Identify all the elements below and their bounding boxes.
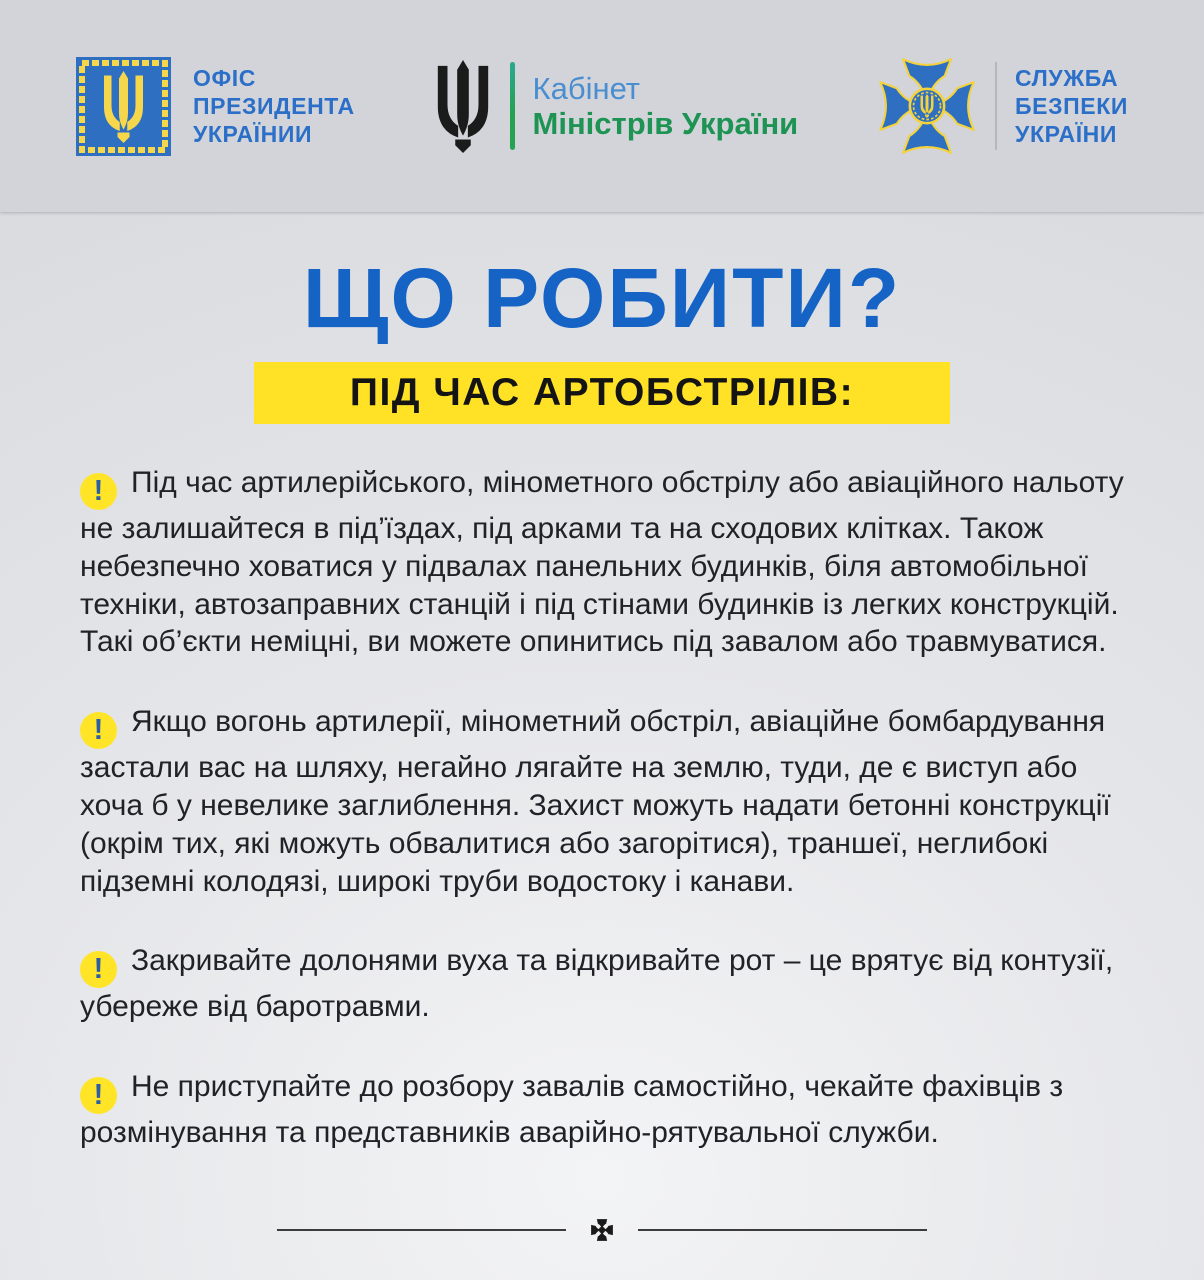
logo-cabinet-of-ministers bbox=[432, 60, 799, 153]
subtitle-banner: ПІД ЧАС АРТОБСТРІЛІВ: bbox=[254, 362, 950, 424]
bullet-item-1 bbox=[80, 464, 1126, 661]
warning-icon: ! bbox=[80, 473, 117, 510]
bullet-text-4: Не приступайте до розбору завалів самостійно, чекайте фахівців з розмінування та представників аварійно-рятувальної служби. bbox=[80, 1070, 1064, 1150]
warning-icon: ! bbox=[80, 951, 117, 988]
bullet-item-4 bbox=[80, 1068, 1126, 1152]
bullet-list bbox=[80, 464, 1126, 1152]
footer-divider bbox=[0, 1214, 1204, 1246]
divider-line-right bbox=[638, 1229, 927, 1231]
divider-line-left bbox=[277, 1229, 566, 1231]
presidential-emblem-icon bbox=[76, 57, 171, 156]
logo-cabinet-text bbox=[533, 71, 799, 141]
cabinet-divider bbox=[510, 62, 515, 150]
president-line-2: ПРЕЗИДЕНТА bbox=[193, 93, 355, 119]
president-line-1: ОФІС bbox=[193, 65, 256, 91]
warning-icon: ! bbox=[80, 1077, 117, 1114]
logo-sbu-text bbox=[1015, 64, 1128, 148]
bullet-text-3: Закривайте долонями вуха та відкривайте рот – це врятує від контузії, убереже від баротравми. bbox=[80, 944, 1114, 1024]
trident-icon bbox=[432, 60, 494, 153]
cross-pattee-icon bbox=[586, 1214, 618, 1246]
subtitle-banner-wrap bbox=[0, 362, 1204, 424]
header bbox=[0, 0, 1204, 212]
sbu-divider bbox=[995, 62, 997, 150]
logo-office-of-president bbox=[76, 57, 355, 156]
bullet-item-2 bbox=[80, 703, 1126, 900]
warning-icon: ! bbox=[80, 712, 117, 749]
sbu-line-1: СЛУЖБА bbox=[1015, 65, 1119, 91]
page-title: ЩО РОБИТИ? bbox=[302, 251, 902, 345]
sbu-line-2: БЕЗПЕКИ bbox=[1015, 93, 1128, 119]
bullet-text-1: Під час артилерійського, мінометного обстрілу або авіаційного нальоту не залишайтеся в під’їздах, під арками та на сходових клітках. Також небезпечно ховатися у підвалах панельних будинків, біля автомобільної техніки, автозаправних станцій і під стінами будинків із легких конструкцій. Такі об’єкти неміцні, ви можете опинитись під завалом або травмуватися. bbox=[80, 466, 1124, 659]
cabinet-line-2: Міністрів України bbox=[532, 106, 799, 141]
logo-office-of-president-text bbox=[193, 64, 355, 148]
president-line-3: УКРАЇНИИ bbox=[193, 121, 313, 147]
sbu-emblem-icon bbox=[875, 54, 979, 158]
bullet-text-2: Якщо вогонь артилерії, мінометний обстріл, авіаційне бомбардування застали вас на шляху, негайно лягайте на землю, туди, де є виступ або хоча б у невелике заглиблення. Захист можуть надати бетонні конструкції (окрім тих, які можуть обвалитися або загорітися), траншеї, неглибокі підземні колодязі, широкі труби водостоку і канави. bbox=[80, 705, 1111, 898]
logo-security-service bbox=[875, 54, 1128, 158]
sbu-line-3: УКРАЇНИ bbox=[1015, 121, 1118, 147]
bullet-item-3 bbox=[80, 942, 1126, 1026]
cabinet-line-1: Кабінет bbox=[532, 71, 640, 106]
